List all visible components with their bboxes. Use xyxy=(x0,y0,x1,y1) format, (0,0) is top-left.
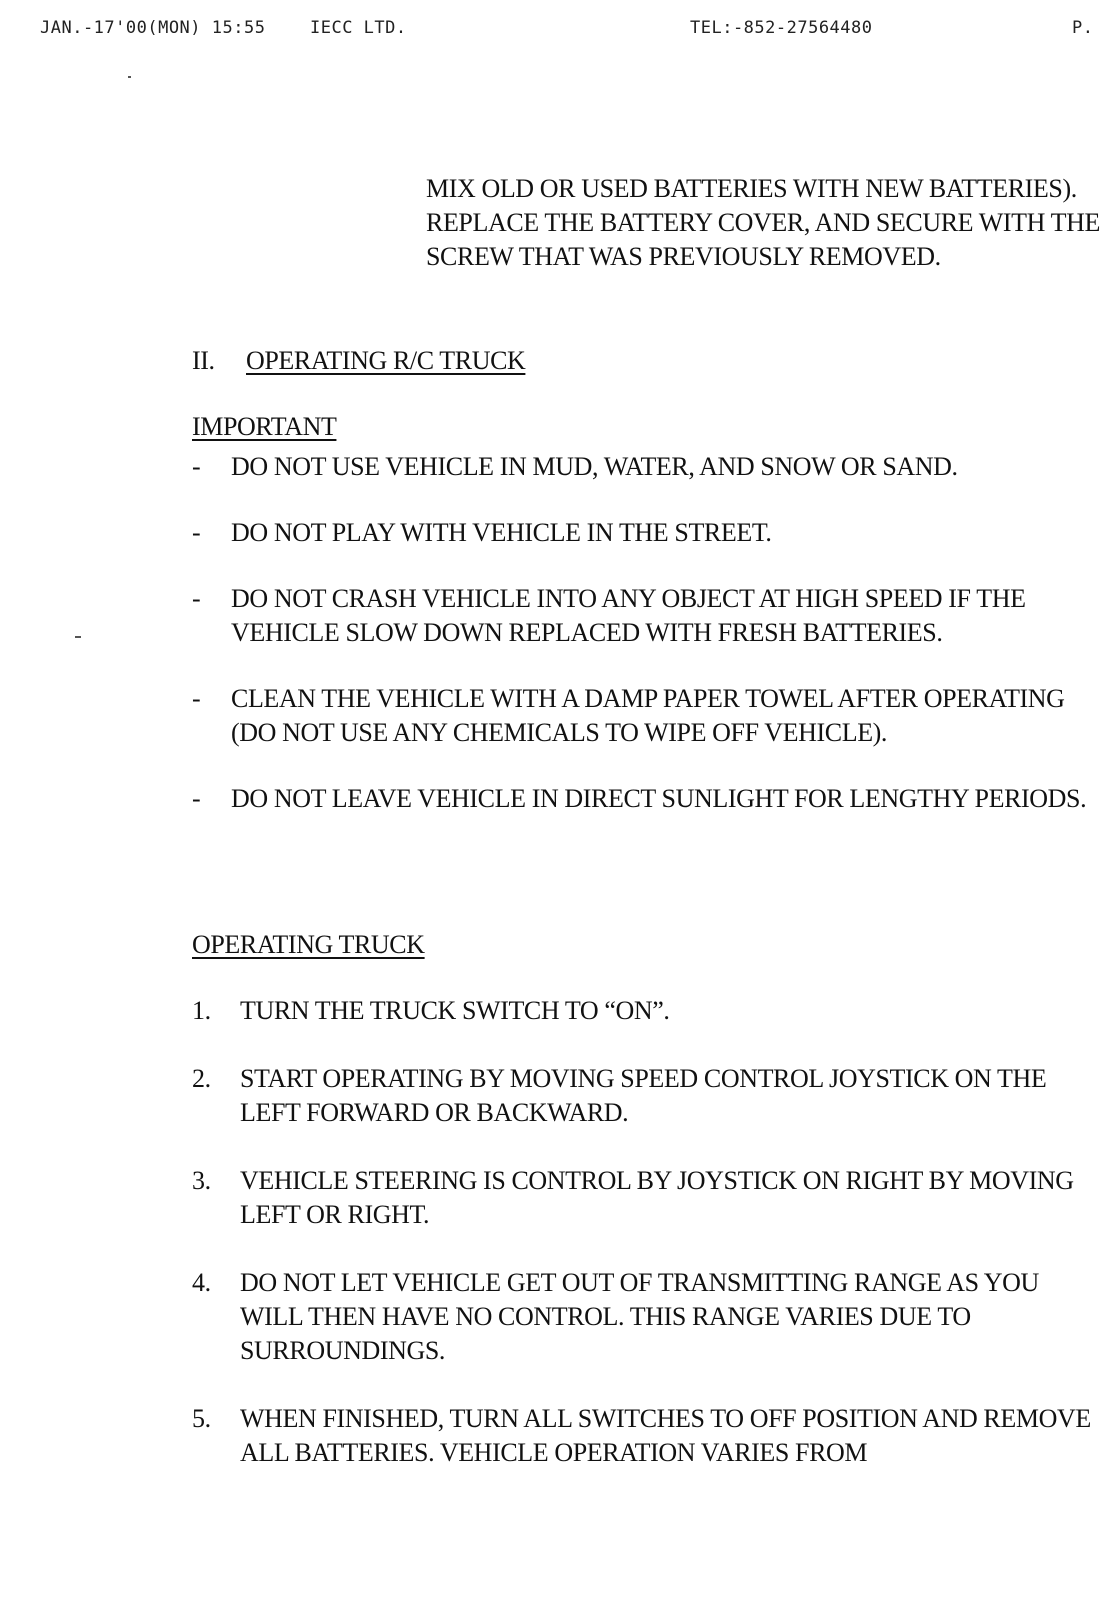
step-text: WHEN FINISHED, TURN ALL SWITCHES TO OFF POSITION AND REMOVE ALL BATTERIES. VEHICLE OPERATION VARIES FROM xyxy=(240,1404,1091,1467)
step-number: 2. xyxy=(192,1064,211,1093)
important-label: IMPORTANT xyxy=(192,412,337,441)
step-item xyxy=(192,1266,1092,1368)
step-item xyxy=(192,994,1092,1028)
bullet-dash: - xyxy=(192,518,201,547)
step-text: DO NOT LET VEHICLE GET OUT OF TRANSMITTING RANGE AS YOU WILL THEN HAVE NO CONTROL. THIS RANGE VARIES DUE TO SURROUNDINGS. xyxy=(240,1268,1039,1365)
bullet-dash: - xyxy=(192,452,201,481)
important-list xyxy=(192,450,1092,848)
list-item-text: DO NOT PLAY WITH VEHICLE IN THE STREET. xyxy=(231,518,772,547)
operating-label: OPERATING TRUCK xyxy=(192,930,425,959)
step-text: TURN THE TRUCK SWITCH TO “ON”. xyxy=(240,996,670,1025)
list-item-text: CLEAN THE VEHICLE WITH A DAMP PAPER TOWEL AFTER OPERATING (DO NOT USE ANY CHEMICALS TO WIPE OFF VEHICLE). xyxy=(231,684,1065,747)
bullet-dash: - xyxy=(192,584,201,613)
step-number: 1. xyxy=(192,996,211,1025)
step-item xyxy=(192,1062,1092,1130)
list-item xyxy=(192,782,1092,816)
section-number: II. xyxy=(192,346,215,375)
list-item xyxy=(192,682,1092,750)
list-item-text: DO NOT LEAVE VEHICLE IN DIRECT SUNLIGHT FOR LENGTHY PERIODS. xyxy=(231,784,1087,813)
continuation-paragraph: MIX OLD OR USED BATTERIES WITH NEW BATTERIES). REPLACE THE BATTERY COVER, AND SECURE WITH THE SCREW THAT WAS PREVIOUSLY REMOVED. xyxy=(426,174,1100,271)
fax-page: P. xyxy=(1072,18,1094,38)
list-item-text: DO NOT CRASH VEHICLE INTO ANY OBJECT AT HIGH SPEED IF THE VEHICLE SLOW DOWN REPLACED WITH FRESH BATTERIES. xyxy=(231,584,1026,647)
operating-steps xyxy=(192,994,1092,1504)
bullet-dash: - xyxy=(192,684,201,713)
fax-header xyxy=(40,18,1120,48)
scan-speck xyxy=(75,636,81,638)
step-number: 4. xyxy=(192,1268,211,1297)
step-item xyxy=(192,1402,1092,1470)
list-item-text: DO NOT USE VEHICLE IN MUD, WATER, AND SNOW OR SAND. xyxy=(231,452,958,481)
step-number: 5. xyxy=(192,1404,211,1433)
step-number: 3. xyxy=(192,1166,211,1195)
list-item xyxy=(192,516,1092,550)
section-heading xyxy=(192,344,525,378)
fax-company: IECC LTD. xyxy=(310,18,407,38)
scan-speck xyxy=(128,76,131,78)
step-text: START OPERATING BY MOVING SPEED CONTROL JOYSTICK ON THE LEFT FORWARD OR BACKWARD. xyxy=(240,1064,1047,1127)
list-item xyxy=(192,450,1092,484)
bullet-dash: - xyxy=(192,784,201,813)
step-text: VEHICLE STEERING IS CONTROL BY JOYSTICK ON RIGHT BY MOVING LEFT OR RIGHT. xyxy=(240,1166,1074,1229)
section-title: OPERATING R/C TRUCK xyxy=(246,346,526,375)
fax-tel: TEL:-852-27564480 xyxy=(690,18,873,38)
fax-date: JAN.-17'00(MON) 15:55 xyxy=(40,18,266,38)
list-item xyxy=(192,582,1092,650)
step-item xyxy=(192,1164,1092,1232)
